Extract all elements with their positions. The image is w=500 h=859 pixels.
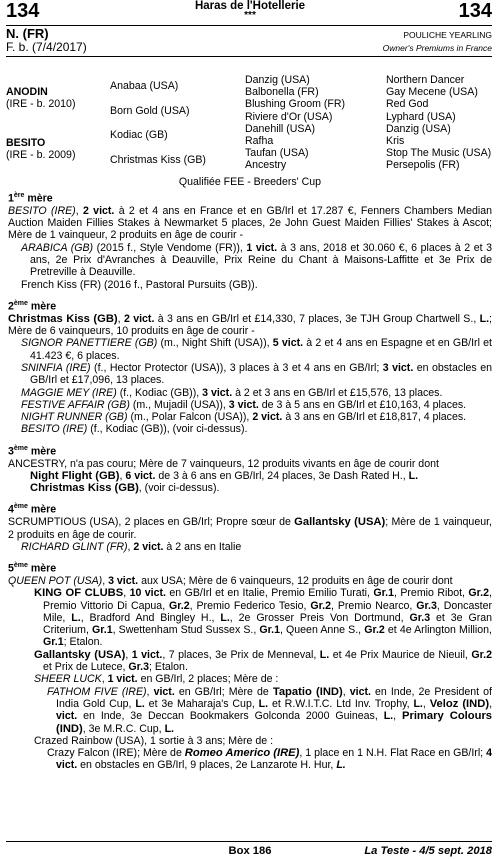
footer-rule [6,841,492,842]
lot-number-left: 134 [6,0,40,22]
consignor-stars: *** [244,10,256,21]
box-number: Box 186 [228,844,272,857]
produce-king-of-clubs: KING OF CLUBS, 10 vict. en GB/Irl et en Italie, Premio Emilio Turati, Gr.1, Premio Ribot, Gr.2, Premio Vittorio Di Capua, Gr.2, Premio Federico Tesio, Gr.2, Premio Nearco, Gr.3, Doncaster Mile, L., Bradford And Bingley H., L., 2e Grosser Preis Von Dortmund, Gr.3 et 3e Gran Criterium, Gr.1, Swettenham Stud Sussex S., Gr.1, Queen Anne S., Gr.2 et 4e Arlington Million, Gr.1; Etalon. [34,587,492,649]
pedigree-gen3-8: Ancestry [245,159,287,171]
owners-premiums-label: Owner's Premiums in France [382,43,492,53]
pedigree-gen3-1: Danzig (USA) [245,74,310,86]
horse-name: N. (FR) [6,26,49,41]
fourth-dam-entry: SCRUMPTIOUS (USA), 2 places en GB/Irl; Propre sœur de Gallantsky (USA); Mère de 1 vainqueur, 2 produits en âge de courir. [8,516,492,541]
pedigree-gen4-3: Red God [386,98,429,110]
pedigree-gen4-4: Lyphard (USA) [386,111,456,123]
pedigree-gen4-6: Kris [386,135,405,147]
fifth-dam-entry: QUEEN POT (USA), 3 vict. aux USA; Mère de 6 vainqueurs, 12 produits en âge de courir dont [8,574,453,587]
pedigree-gen4-8: Persepolis (FR) [386,159,460,171]
dam-info: (IRE - b. 2009) [6,149,76,161]
first-dam-entry: BESITO (IRE), 2 vict. à 2 et 4 ans en France et en GB/Irl et 17.287 €, Fenners Chambers Median Auction Maiden Fillies Stakes à Newmarket 5 places, 2e John Guest Maiden Fillies' Stakes à Ascot; Mère de 1 vainqueur, 2 produits en âge de courir - [8,204,492,242]
third-dam-entry: ANCESTRY, n'a pas couru; Mère de 7 vainqueurs, 12 produits vivants en âge de courir dont [8,457,439,470]
produce-crazy-falcon: Crazy Falcon (IRE); Mère de Romeo Americo (IRE), 1 place en 1 N.H. Flat Race en GB/Irl; 4 vict. en obstacles en GB/Irl, 9 places, 2e Lanzarote H. Hur, L. [47,747,492,772]
consignor-name: Haras de l'Hotellerie [194,0,306,12]
pedigree-gen3-5: Danehill (USA) [245,123,316,135]
produce-arabica: ARABICA (GB) (2015 f., Style Vendome (FR)), 1 vict. à 3 ans, 2018 et 30.060 €, 6 places à 2 et 3 ans, 2e Prix d'Avranches à Deauville, Prix Reine du Chant à Maisons-Laffitte et 3e Prix de Pretreville à Deauville. [21,241,493,279]
pedigree-gen2-3: Kodiac (GB) [110,129,168,141]
produce-festive-affair: FESTIVE AFFAIR (GB) (m., Mujadil (USA)), 3 vict. de 3 à 5 ans en GB/Irl et £10,163, 4 places. [21,398,467,411]
produce-record [8,190,492,772]
qualification-note: Qualifiée FEE - Breeders' Cup [178,176,322,188]
produce-french-kiss: French Kiss (FR) (2016 f., Pastoral Pursuits (GB)). [21,278,258,291]
pedigree-gen4-2: Gay Mecene (USA) [386,86,478,98]
sale-info: La Teste - 4/5 sept. 2018 [364,844,492,857]
produce-maggie-mey: MAGGIE MEY (IRE) (f., Kodiac (GB)), 3 vict. à 2 et 3 ans en GB/Irl et £15,576, 13 places. [21,386,443,399]
lot-number-right: 134 [458,0,492,22]
section-heading-4: 4ème mère [8,503,57,516]
pedigree-gen3-3: Blushing Groom (FR) [245,98,346,110]
second-dam-entry: Christmas Kiss (GB), 2 vict. à 3 ans en GB/Irl et £14,330, 7 places, 3e TJH Group Chartwell S., L.; Mère de 6 vainqueurs, 10 produits en âge de courir - [8,312,492,338]
pedigree-gen2-1: Anabaa (USA) [110,80,179,92]
section-heading-1: 1ère mère [8,192,53,205]
section-heading-3: 3ème mère [8,444,57,458]
category-label: POULICHE YEARLING [403,30,492,40]
pedigree-gen3-6: Rafha [245,135,274,147]
produce-fathom-five: FATHOM FIVE (IRE), vict. en GB/Irl; Mère de Tapatio (IND), vict. en Inde, 2e President of India Gold Cup, L. et 3e Maharaja's Cup, L. et R.W.I.T.C. Ltd Inv. Trophy, L., Veloz (IND), vict. en Inde, 3e Deccan Bookmakers Golconda 2000 Guineas, L., Primary Colours (IND), 3e M.R.C. Cup, L. [47,685,493,735]
pedigree-gen3-4: Riviere d'Or (USA) [245,111,333,123]
sire-name: ANODIN [6,86,48,98]
pedigree-gen4-5: Danzig (USA) [386,123,451,135]
pedigree-gen3-2: Balbonella (FR) [245,86,319,98]
pedigree-gen4-1: Northern Dancer [386,74,465,86]
produce-sninfia: SNINFIA (IRE) (f., Hector Protector (USA)), 3 places à 3 et 4 ans en GB/Irl; 3 vict. en obstacles en GB/Irl et £17,096, 13 places. [21,361,492,387]
produce-sheer-luck: SHEER LUCK, 1 vict. en GB/Irl, 2 places; Mère de : [34,673,279,686]
pedigree-gen4-7: Stop The Music (USA) [386,147,492,159]
pedigree-gen3-7: Taufan (USA) [245,147,309,159]
section-heading-5: 5ème mère [8,562,57,575]
produce-crazed-rainbow: Crazed Rainbow (USA), 1 sortie à 3 ans; Mère de : [34,734,274,747]
sire-info: (IRE - b. 2010) [6,98,76,110]
produce-signor-panettiere: SIGNOR PANETTIERE (GB) (m., Night Shift (USA)), 5 vict. à 2 et 4 ans en Espagne et en GB/Irl et 41.423 €, 6 places. [21,337,492,362]
horse-details: F. b. (7/4/2017) [6,40,87,54]
produce-night-flight: Night Flight (GB), 6 vict. de 3 à 6 ans en GB/Irl, 24 places, 3e Dash Rated H., L. Christmas Kiss (GB), (voir ci-dessus). [30,469,419,495]
pedigree-gen2-4: Christmas Kiss (GB) [110,154,206,166]
produce-richard-glint: RICHARD GLINT (FR), 2 vict. à 2 ans en Italie [21,540,242,553]
header-rule-bottom [6,56,492,57]
pedigree-gen2-2: Born Gold (USA) [110,105,190,117]
produce-besito: BESITO (IRE) (f., Kodiac (GB)), (voir ci-dessus). [21,423,248,436]
produce-gallantsky: Gallantsky (USA), 1 vict., 7 places, 3e Prix de Menneval, L. et 4e Prix Maurice de Nieuil, Gr.2 et Prix de Lutece, Gr.3; Etalon. [34,648,492,674]
section-heading-2: 2ème mère [8,299,57,313]
header-rule-top [6,25,492,26]
consignor-header [0,1,500,20]
produce-night-runner: NIGHT RUNNER (GB) (m., Polar Falcon (USA)), 2 vict. à 3 ans en GB/Irl et £18,817, 4 places. [21,411,467,424]
dam-name: BESITO [6,137,46,149]
